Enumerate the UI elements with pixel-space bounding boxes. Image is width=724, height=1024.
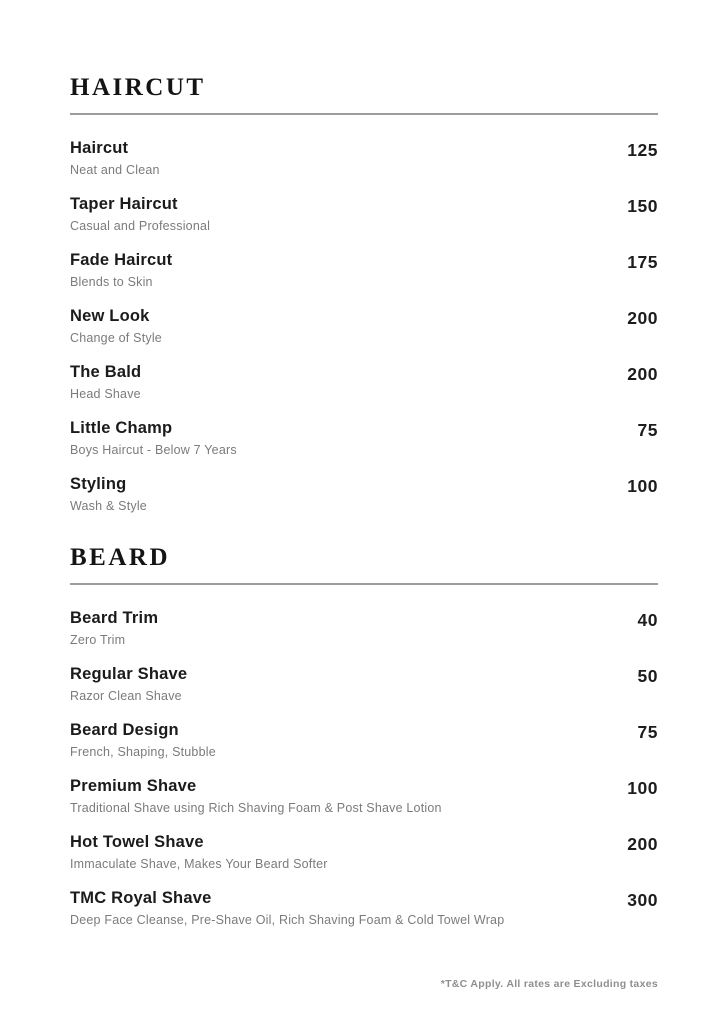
item-description: Boys Haircut - Below 7 Years [70,443,237,457]
item-text-block [70,362,627,401]
item-price: 50 [637,666,658,686]
section-divider [70,583,658,585]
item-text-block [70,306,627,345]
menu-item-row [70,474,658,513]
item-name: Little Champ [70,419,173,437]
item-name: Fade Haircut [70,251,173,269]
item-text-block [70,776,627,815]
item-price: 150 [627,196,658,216]
item-name: Beard Design [70,721,179,739]
item-description: Immaculate Shave, Makes Your Beard Softer [70,857,328,871]
section-title: HAIRCUT [70,74,206,101]
section-divider [70,113,658,115]
item-price: 125 [627,140,658,160]
menu-item-row [70,888,658,927]
item-text-block [70,474,627,513]
menu-item-row [70,608,658,647]
item-name: TMC Royal Shave [70,889,212,907]
menu-item-row [70,776,658,815]
item-description: Zero Trim [70,633,126,647]
item-text-block [70,664,638,703]
menu-item-row [70,832,658,871]
item-price: 40 [637,610,658,630]
item-description: Blends to Skin [70,275,153,289]
item-price: 100 [627,476,658,496]
item-description: Neat and Clean [70,163,160,177]
item-text-block [70,194,627,233]
item-description: Traditional Shave using Rich Shaving Foam & Post Shave Lotion [70,801,442,815]
item-description: Razor Clean Shave [70,689,182,703]
item-text-block [70,250,627,289]
item-name: Styling [70,475,127,493]
menu-item-row [70,720,658,759]
item-name: New Look [70,307,150,325]
item-price: 175 [627,252,658,272]
item-description: Change of Style [70,331,162,345]
item-price: 200 [627,308,658,328]
item-name: Haircut [70,139,129,157]
item-text-block [70,138,627,177]
item-description: French, Shaping, Stubble [70,745,216,759]
item-name: Beard Trim [70,609,159,627]
item-price: 75 [637,722,658,742]
menu-item-row [70,362,658,401]
menu-section [70,544,658,927]
item-description: Casual and Professional [70,219,211,233]
footer-note: *T&C Apply. All rates are Excluding taxes [440,978,658,990]
menu-item-row [70,250,658,289]
menu-item-row [70,664,658,703]
menu-section [70,74,658,513]
item-text-block [70,418,638,457]
item-description: Head Shave [70,387,141,401]
item-name: Premium Shave [70,777,197,795]
item-price: 75 [637,420,658,440]
menu-sections [70,74,658,944]
item-text-block [70,888,627,927]
item-text-block [70,608,638,647]
item-price: 100 [627,778,658,798]
item-name: The Bald [70,363,142,381]
section-items [70,138,658,513]
item-description: Wash & Style [70,499,147,513]
item-price: 300 [627,890,658,910]
item-price: 200 [627,834,658,854]
section-title: BEARD [70,544,171,571]
item-text-block [70,720,638,759]
item-name: Taper Haircut [70,195,178,213]
item-name: Hot Towel Shave [70,833,204,851]
item-price: 200 [627,364,658,384]
menu-item-row [70,306,658,345]
item-name: Regular Shave [70,665,188,683]
item-description: Deep Face Cleanse, Pre-Shave Oil, Rich Shaving Foam & Cold Towel Wrap [70,913,505,927]
menu-item-row [70,194,658,233]
item-text-block [70,832,627,871]
section-items [70,608,658,927]
menu-item-row [70,138,658,177]
menu-item-row [70,418,658,457]
